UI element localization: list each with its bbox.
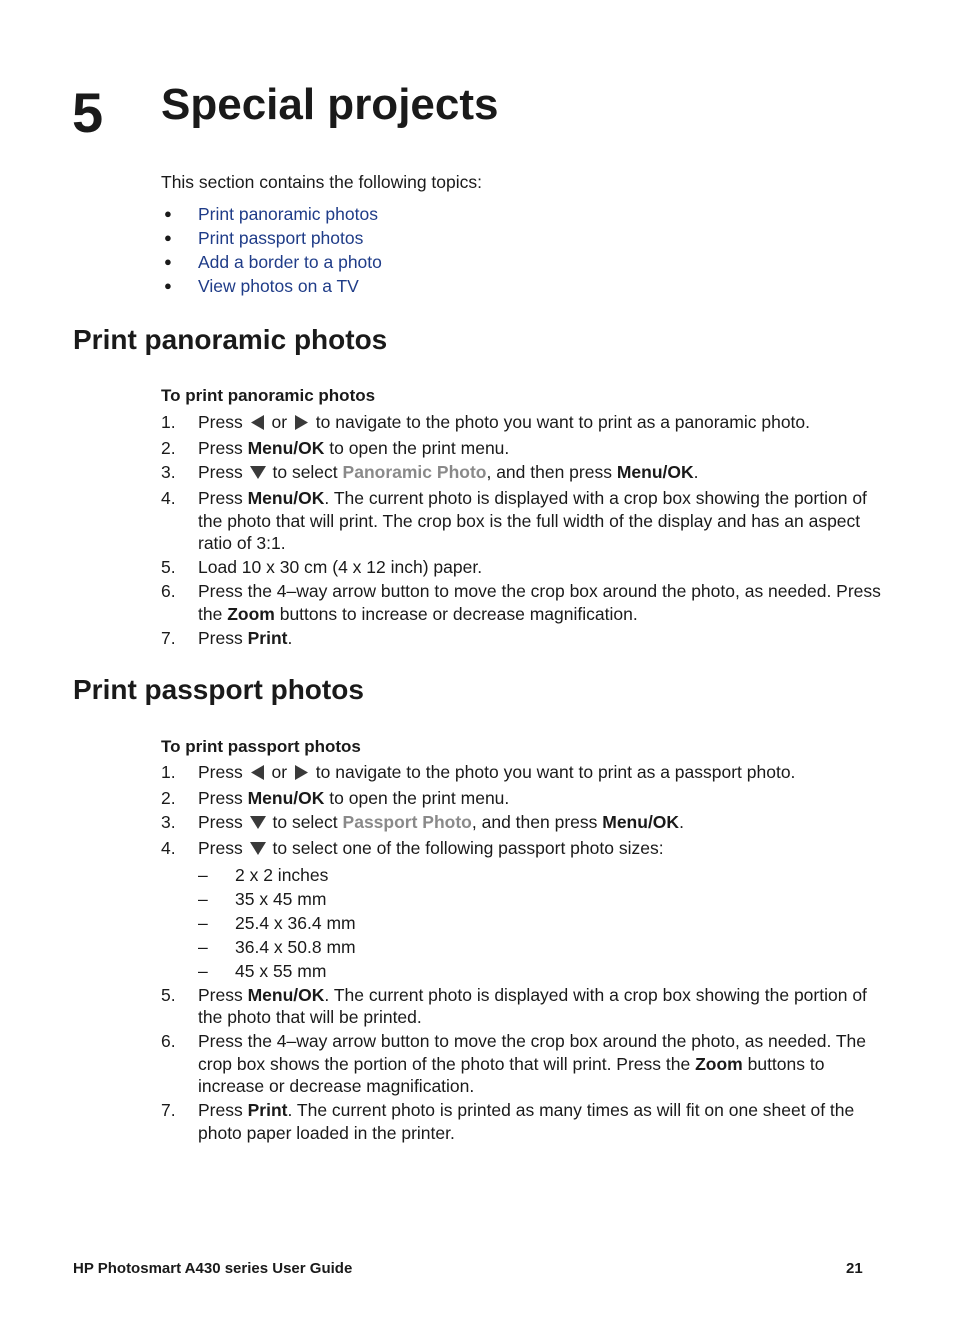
step-item: 7. Press Print. (161, 627, 293, 648)
step-number: 5. (161, 984, 176, 1005)
step-number: 2. (161, 788, 176, 808)
chapter-number: 5 (72, 81, 104, 144)
list-item (161, 226, 382, 250)
step-item: 3. Press to select Passport Photo, and then press Menu/OK. (161, 811, 881, 836)
right-arrow-icon (294, 763, 309, 786)
step-number: 1. (161, 762, 176, 782)
step-number: 7. (161, 627, 176, 648)
step-number: 7. (161, 1100, 176, 1120)
down-arrow-icon (250, 813, 266, 836)
procedure-title-panoramic: To print panoramic photos (161, 386, 376, 405)
step-number: 6. (161, 1031, 176, 1051)
left-arrow-icon (250, 763, 265, 786)
menu-option-passport: Passport Photo (342, 812, 472, 832)
list-item: – 25.4 x 36.4 mm (198, 912, 356, 933)
procedure-title-passport: To print passport photos (161, 737, 361, 756)
step-item: 5. Load 10 x 30 cm (4 x 12 inch) paper. (161, 557, 483, 577)
list-item: – 45 x 55 mm (198, 960, 327, 981)
passport-steps (161, 761, 881, 1146)
step-number: 3. (161, 462, 176, 482)
step-item: 2. Press Menu/OK to open the print menu. (161, 788, 510, 808)
toc-link-tv[interactable]: View photos on a TV (198, 276, 359, 296)
page-number: 21 (846, 1260, 863, 1277)
step-item: 1. Press or to navigate to the photo you want to print as a passport photo. (161, 761, 881, 786)
step-item: 4. Press Menu/OK. The current photo is displayed with a crop box showing the portion of the photo that will print. The crop box is the full width of the display and has an aspect ratio of 3:1. (161, 488, 867, 553)
topic-list (161, 202, 382, 298)
step-number: 6. (161, 581, 176, 601)
down-arrow-icon (250, 839, 266, 862)
list-item: – 2 x 2 inches (198, 864, 329, 885)
step-item: 2. Press Menu/OK to open the print menu. (161, 438, 510, 458)
toc-link-panoramic[interactable]: Print panoramic photos (198, 204, 378, 224)
step-number: 1. (161, 412, 176, 432)
step-item: 6. Press the 4–way arrow button to move the crop box around the photo, as needed. The crop box shows the portion of the photo that will print. Press the Zoom buttons to increase or decrease magnification. (161, 1031, 867, 1096)
toc-link-passport[interactable]: Print passport photos (198, 228, 364, 248)
chapter-title: Special projects (161, 80, 499, 129)
step-number: 4. (161, 838, 176, 858)
left-arrow-icon (250, 413, 265, 436)
down-arrow-icon (250, 463, 266, 486)
step-item: 1. Press or to navigate to the photo you want to print as a panoramic photo. (161, 411, 881, 436)
panoramic-steps (161, 411, 881, 651)
step-number: 5. (161, 557, 176, 577)
size-list (198, 864, 881, 983)
toc-link-border[interactable]: Add a border to a photo (198, 252, 382, 272)
bullet-icon: ● (164, 230, 172, 245)
step-item: 5. Press Menu/OK. The current photo is displayed with a crop box showing the portion of the photo that will be printed. (161, 984, 867, 1027)
menu-option-panoramic: Panoramic Photo (342, 462, 487, 482)
step-number: 3. (161, 812, 176, 832)
list-item: – 35 x 45 mm (198, 888, 327, 909)
list-item (161, 274, 382, 298)
step-number: 2. (161, 438, 176, 458)
bullet-icon: ● (164, 206, 172, 221)
footer-title: HP Photosmart A430 series User Guide (73, 1260, 353, 1277)
step-item: 6. Press the 4–way arrow button to move the crop box around the photo, as needed. Press the Zoom buttons to increase or decrease magnification. (161, 581, 881, 624)
bullet-icon: ● (164, 278, 172, 293)
step-item: 4. Press to select one of the following passport photo sizes: – 2 x 2 inches – 35 x 45 mm – 25.4 x 36.4 mm – 36.4 x 50.8 mm – 45 x 55 mm (161, 837, 881, 982)
section-heading-panoramic: Print panoramic photos (73, 324, 388, 355)
step-item: 3. Press to select Panoramic Photo, and then press Menu/OK. (161, 461, 881, 486)
step-number: 4. (161, 488, 176, 508)
list-item (161, 202, 382, 226)
right-arrow-icon (294, 413, 309, 436)
list-item: – 36.4 x 50.8 mm (198, 936, 356, 957)
list-item (161, 250, 382, 274)
bullet-icon: ● (164, 254, 172, 269)
step-item: 7. Press Print. The current photo is printed as many times as will fit on one sheet of the photo paper loaded in the printer. (161, 1100, 855, 1143)
intro-text: This section contains the following topics: (161, 172, 482, 192)
section-heading-passport: Print passport photos (73, 674, 364, 705)
